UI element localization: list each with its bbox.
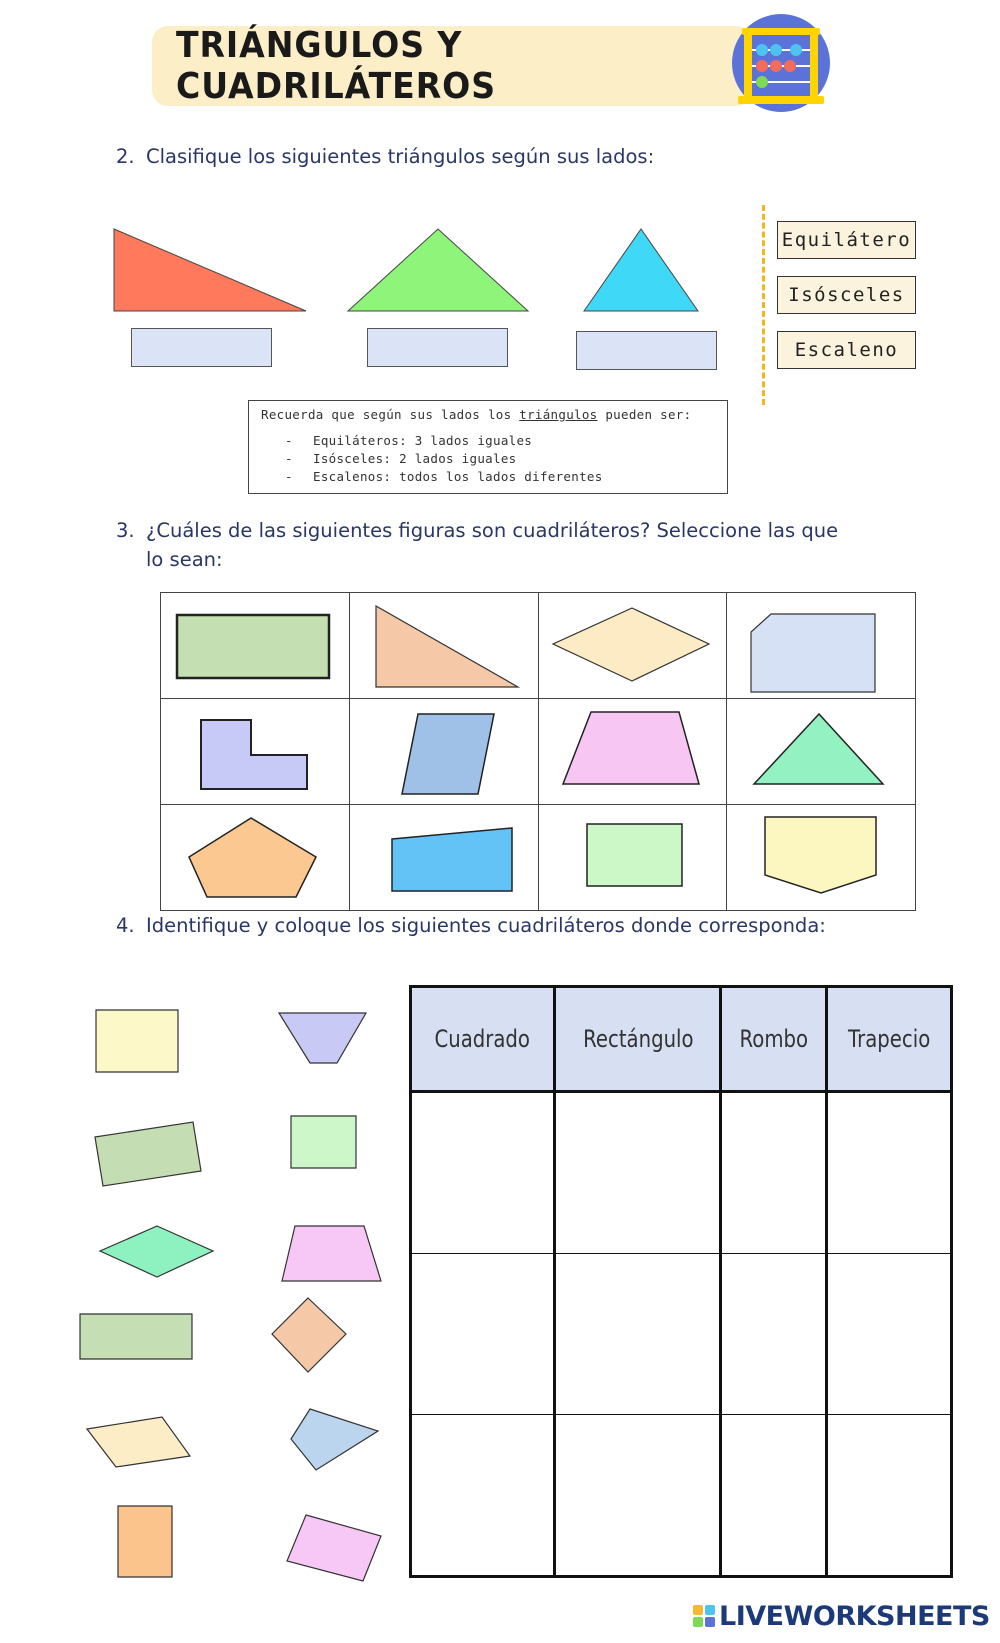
liveworksheets-logo-icon bbox=[693, 1605, 715, 1627]
reminder-title: Recuerda que según sus lados los triángulos pueden ser: bbox=[261, 407, 692, 422]
shape-cell[interactable] bbox=[349, 593, 538, 699]
question-4-text: Identifique y coloque los siguientes cuadriláteros donde corresponda: bbox=[146, 914, 826, 937]
question-2 bbox=[116, 145, 654, 168]
shape-cell[interactable] bbox=[161, 593, 350, 699]
drag-square-orange-rotated[interactable] bbox=[272, 1298, 346, 1372]
column-header-cuadrado: Cuadrado bbox=[411, 987, 555, 1092]
equilateral-triangle bbox=[584, 229, 698, 311]
drop-cell[interactable] bbox=[411, 1415, 555, 1577]
answer-box-triangle-3[interactable] bbox=[576, 331, 717, 370]
footer-brand[interactable] bbox=[693, 1598, 993, 1634]
rhombus-shape bbox=[553, 608, 709, 681]
question-3-text: ¿Cuáles de las siguientes figuras son cuadriláteros? Seleccione las que bbox=[146, 519, 839, 542]
irregular-quadrilateral-shape bbox=[392, 828, 512, 891]
shape-cell[interactable] bbox=[727, 805, 916, 911]
option-isosceles[interactable]: Isósceles bbox=[777, 276, 916, 314]
drop-cell[interactable] bbox=[721, 1092, 826, 1254]
drag-trapezoid-purple[interactable] bbox=[279, 1013, 366, 1063]
question-3-number: 3. bbox=[116, 519, 135, 542]
drag-rhombus-cream[interactable] bbox=[87, 1417, 190, 1467]
house-pentagon-shape bbox=[765, 817, 876, 893]
drop-cell[interactable] bbox=[826, 1415, 951, 1577]
question-4 bbox=[116, 914, 826, 937]
triangle-shape bbox=[754, 714, 883, 784]
isosceles-triangle bbox=[348, 229, 528, 311]
triangles-row bbox=[108, 225, 728, 315]
question-2-text: Clasifique los siguientes triángulos según sus lados: bbox=[146, 145, 655, 168]
abacus-icon bbox=[730, 12, 832, 114]
rectangle-light-shape bbox=[587, 824, 682, 886]
question-2-number: 2. bbox=[116, 145, 135, 168]
drop-cell[interactable] bbox=[826, 1254, 951, 1415]
column-header-rombo: Rombo bbox=[721, 987, 826, 1092]
drag-square-yellow[interactable] bbox=[96, 1010, 178, 1072]
question-4-number: 4. bbox=[116, 914, 135, 937]
right-triangle-shape bbox=[376, 606, 518, 687]
column-header-rectangulo: Rectángulo bbox=[555, 987, 721, 1092]
drag-rhombus-blue[interactable] bbox=[291, 1409, 378, 1470]
pentagon-shape bbox=[189, 818, 316, 897]
drag-rectangle-green-rotated[interactable] bbox=[95, 1122, 201, 1186]
question-3 bbox=[116, 516, 838, 574]
reminder-box bbox=[248, 400, 728, 494]
shape-cell[interactable] bbox=[349, 699, 538, 805]
drop-cell[interactable] bbox=[721, 1254, 826, 1415]
drop-cell[interactable] bbox=[411, 1254, 555, 1415]
drop-cell[interactable] bbox=[826, 1092, 951, 1254]
shape-cell[interactable] bbox=[538, 699, 727, 805]
column-header-trapecio: Trapecio bbox=[826, 987, 951, 1092]
reminder-item: - Equiláteros: 3 lados iguales bbox=[285, 432, 715, 450]
answer-box-triangle-1[interactable] bbox=[131, 328, 272, 367]
answer-box-triangle-2[interactable] bbox=[367, 328, 508, 367]
question-3-text-cont: lo sean: bbox=[146, 548, 223, 571]
drag-rhombus-pink[interactable] bbox=[287, 1515, 381, 1581]
draggable-shapes bbox=[70, 1000, 390, 1590]
shape-cell[interactable] bbox=[538, 593, 727, 699]
option-escaleno[interactable]: Escaleno bbox=[777, 331, 916, 369]
drop-cell[interactable] bbox=[555, 1092, 721, 1254]
shape-cell[interactable] bbox=[349, 805, 538, 911]
drag-trapezoid-pink[interactable] bbox=[282, 1226, 381, 1281]
shape-cell[interactable] bbox=[538, 805, 727, 911]
shape-cell[interactable] bbox=[161, 699, 350, 805]
drag-square-light-green[interactable] bbox=[291, 1116, 356, 1168]
shape-cell[interactable] bbox=[727, 593, 916, 699]
scalene-triangle bbox=[114, 229, 306, 311]
shape-cell[interactable] bbox=[161, 805, 350, 911]
sorting-table bbox=[409, 985, 953, 1565]
l-shape-hexagon-shape bbox=[201, 720, 307, 789]
drag-rectangle-green[interactable] bbox=[80, 1314, 192, 1359]
shape-cell[interactable] bbox=[727, 699, 916, 805]
drop-cell[interactable] bbox=[411, 1092, 555, 1254]
drop-cell[interactable] bbox=[721, 1415, 826, 1577]
parallelogram-shape bbox=[402, 714, 494, 794]
reminder-item: - Isósceles: 2 lados iguales bbox=[285, 450, 715, 468]
drop-cell[interactable] bbox=[555, 1254, 721, 1415]
drag-rhombus-mint[interactable] bbox=[100, 1226, 213, 1277]
drag-rectangle-orange-vertical[interactable] bbox=[118, 1506, 172, 1577]
divider-dashed bbox=[762, 205, 765, 405]
option-equilatero[interactable]: Equilátero bbox=[777, 221, 916, 259]
drop-cell[interactable] bbox=[555, 1415, 721, 1577]
shapes-grid bbox=[160, 592, 916, 909]
cut-corner-pentagon-shape bbox=[751, 614, 875, 692]
page-title: TRIÁNGULOS Y CUADRILÁTEROS bbox=[176, 25, 496, 107]
trapezoid-shape bbox=[563, 712, 699, 784]
reminder-item: - Escalenos: todos los lados diferentes bbox=[285, 468, 715, 486]
footer-brand-text: LIVEWORKSHEETS bbox=[719, 1600, 990, 1632]
rectangle-shape bbox=[177, 615, 329, 678]
